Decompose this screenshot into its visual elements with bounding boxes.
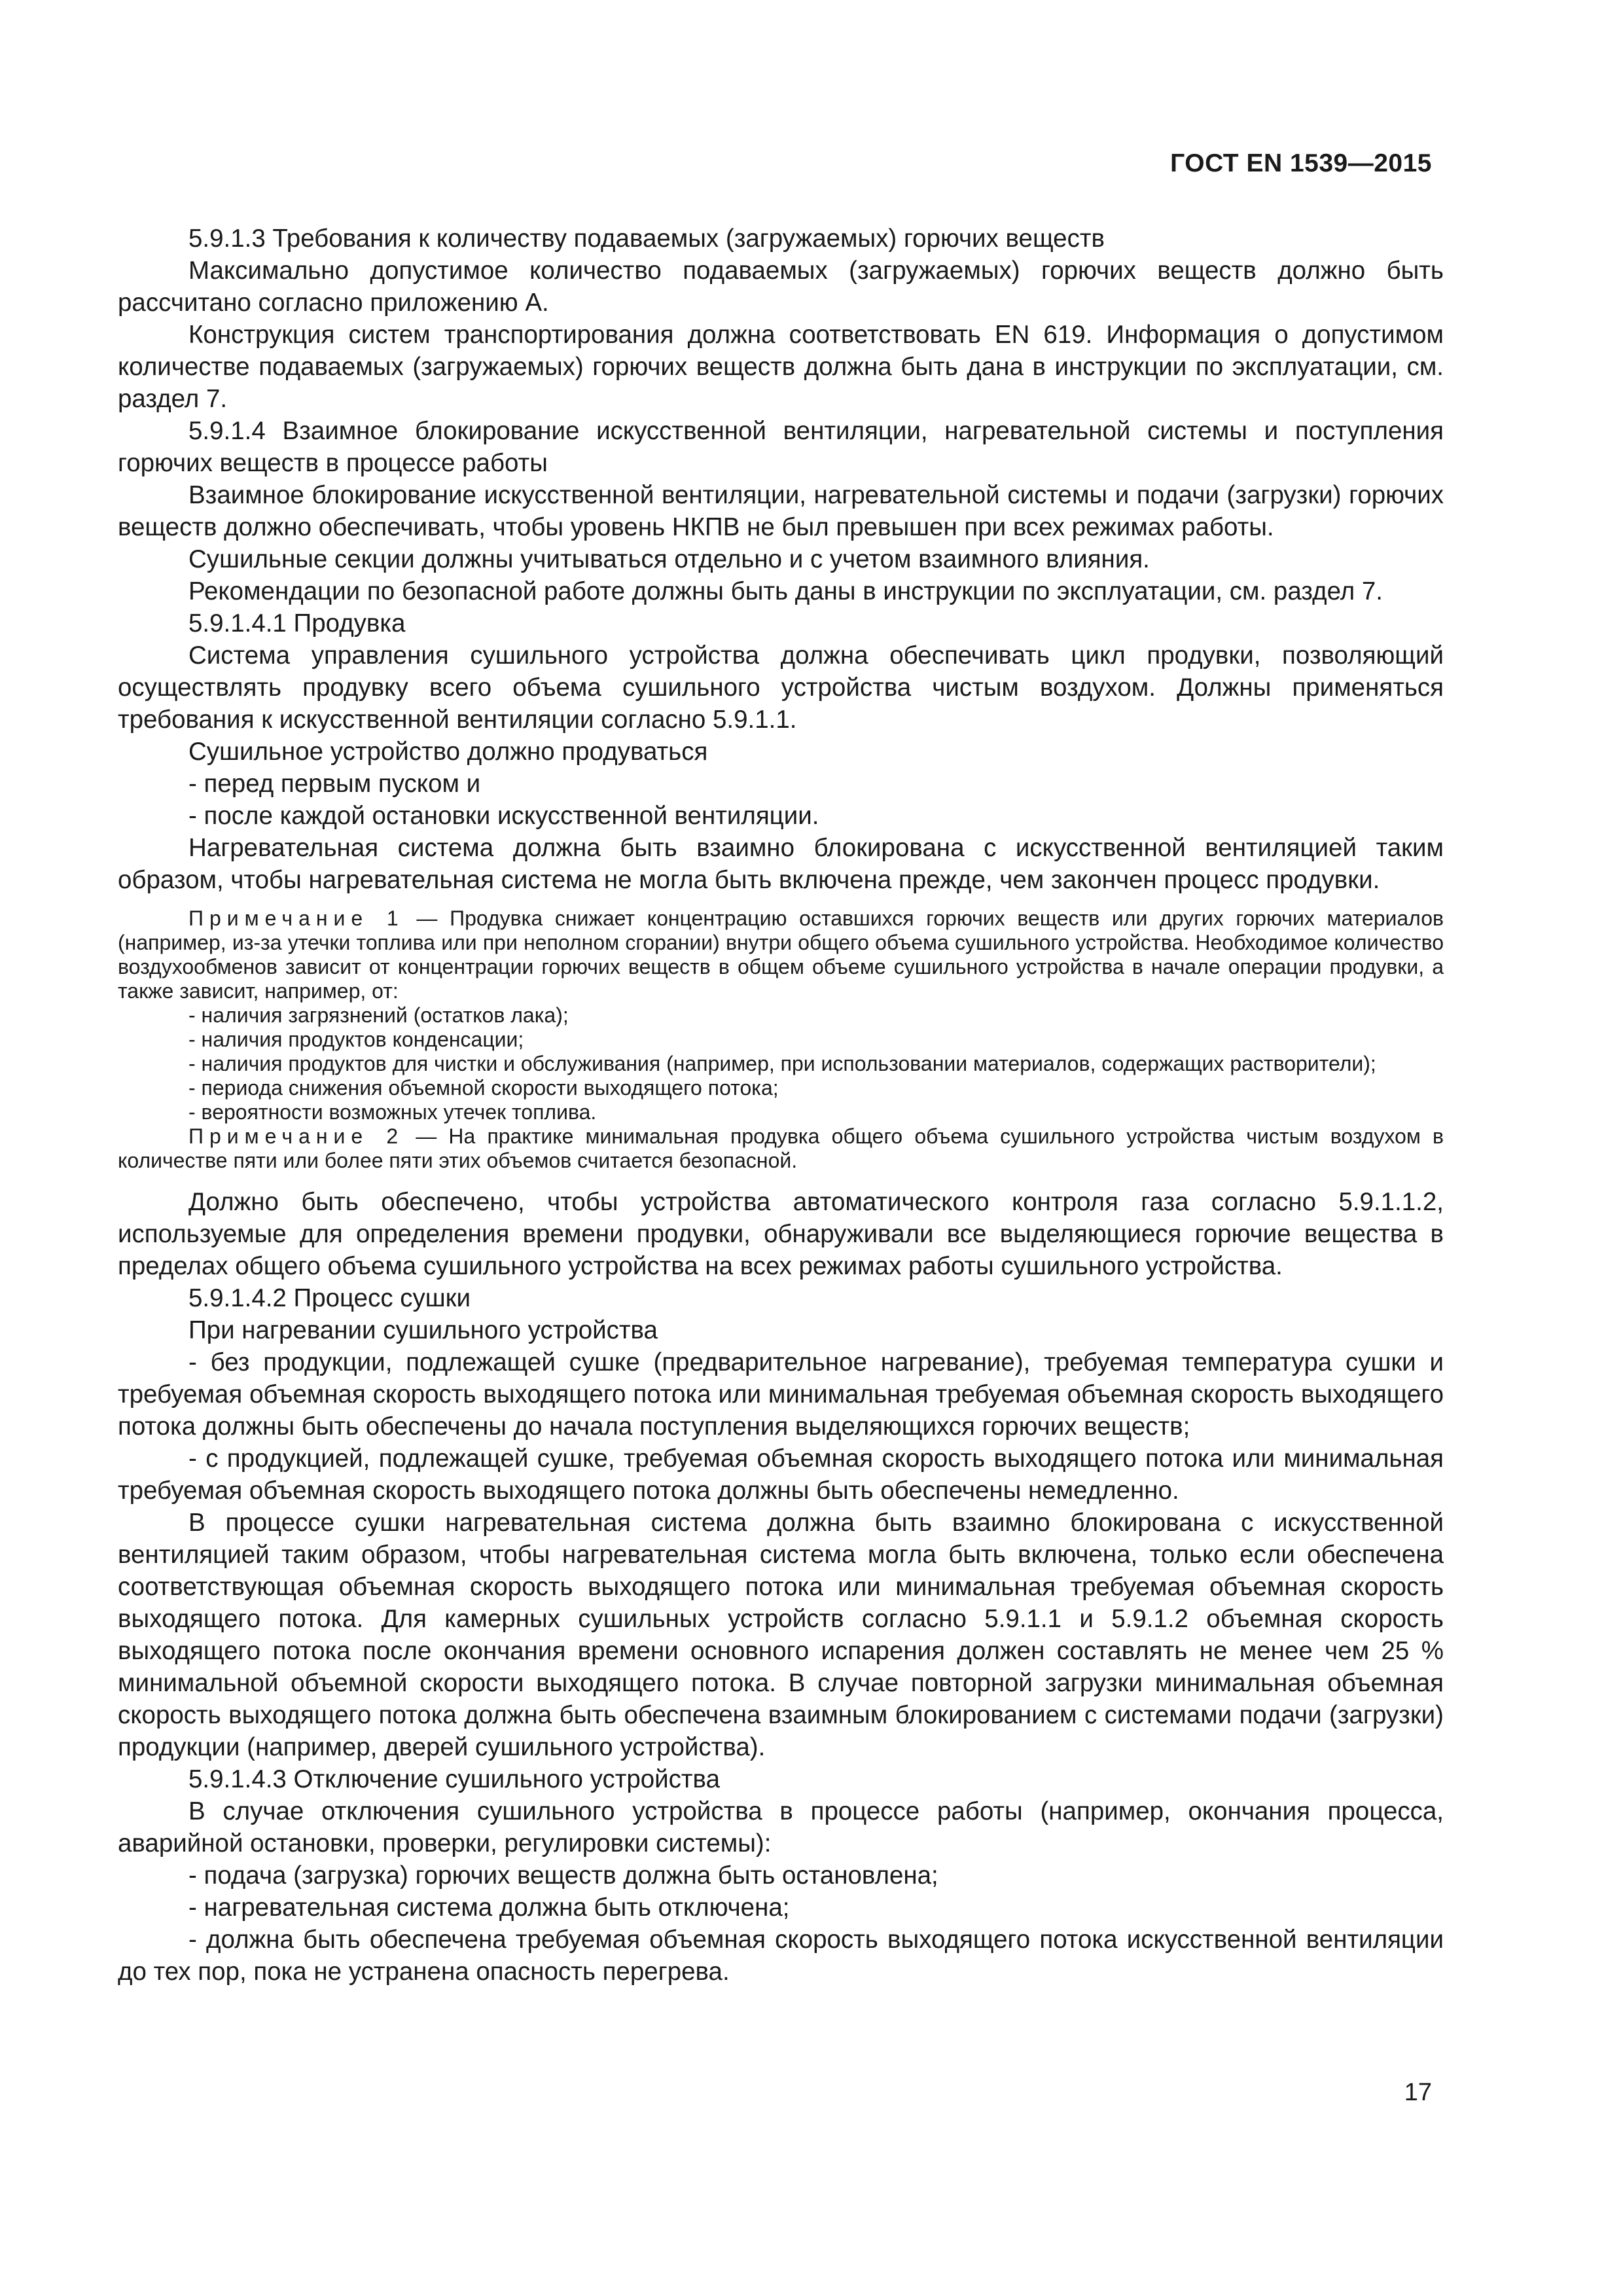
document-header: ГОСТ EN 1539—2015 [1170,149,1432,177]
section-5-9-1-4-title: 5.9.1.4 Взаимное блокирование искусственной вентиляции, нагревательной системы и поступления горючих веществ в процессе работы [118,417,1444,477]
paragraph: В процессе сушки нагревательная система должна быть взаимно блокирована с искусственной вентиляцией таким образом, чтобы нагревательная система могла быть включена, только если обеспечена соответствующая объемная скорость выходящего потока или минимальная требуемая объемная скорость выходящего потока. Для камерных сушильных устройств согласно 5.9.1.1 и 5.9.1.2 объемная скорость выходящего потока после окончания времени основного испарения должен составлять не менее чем 25 % минимальной объемной скорости выходящего потока. В случае повторной загрузки минимальная объемная скорость выходящего потока должна быть обеспечена взаимным блокированием с системами подачи (загрузки) продукции (например, дверей сушильного устройства). [118,1509,1444,1761]
section-5-9-1-4-2-title: 5.9.1.4.2 Процесс сушки [188,1284,471,1312]
document-body [118,223,1444,1988]
note-1 [118,906,1444,1003]
paragraph: Сушильное устройство должно продуваться [188,738,708,766]
note-2 [118,1124,1444,1173]
note-1-label: Примечание 1 [188,906,404,930]
section-5-9-1-3-title: 5.9.1.3 Требования к количеству подаваемых (загружаемых) горючих веществ [188,224,1105,253]
note-1-text: — Продувка снижает концентрацию оставшихся горючих веществ или других горючих материалов (например, из-за утечки топлива или при неполном сгорании) внутри общего объема сушильного устройства. Необходимое количество воздухообменов зависит от концентрации горючих веществ в общем объеме сушильного устройства в начале операции продувки, а также зависит, например, от: [118,906,1444,1003]
page-number: 17 [1404,2079,1432,2106]
paragraph: Конструкция систем транспортирования должна соответствовать EN 619. Информация о допустимом количестве подаваемых (загружаемых) горючих веществ должна быть дана в инструкции по эксплуатации, см. раздел 7. [118,321,1444,413]
list-item: - перед первым пуском и [188,770,481,798]
paragraph: В случае отключения сушильного устройства в процессе работы (например, окончания процесса, аварийной остановки, проверки, регулировки системы): [118,1797,1444,1857]
list-item: - должна быть обеспечена требуемая объемная скорость выходящего потока искусственной вентиляции до тех пор, пока не устранена опасность перегрева. [118,1926,1444,1986]
note-list-item: - вероятности возможных утечек топлива. [188,1100,597,1124]
note-2-text: — На практике минимальная продувка общего объема сушильного устройства чистым воздухом в количестве пяти или более пяти этих объемов считается безопасной. [118,1124,1444,1172]
list-item: - подача (загрузка) горючих веществ должна быть остановлена; [188,1861,938,1890]
section-5-9-1-4-3-title: 5.9.1.4.3 Отключение сушильного устройства [188,1765,720,1793]
notes-block [118,906,1444,1173]
paragraph: Максимально допустимое количество подаваемых (загружаемых) горючих веществ должно быть рассчитано согласно приложению А. [118,257,1444,317]
paragraph: Система управления сушильного устройства должна обеспечивать цикл продувки, позволяющий осуществлять продувку всего объема сушильного устройства чистым воздухом. Должны применяться требования к искусственной вентиляции согласно 5.9.1.1. [118,641,1444,734]
note-2-label: Примечание 2 [188,1124,404,1148]
list-item: - без продукции, подлежащей сушке (предварительное нагревание), требуемая температура сушки и требуемая объемная скорость выходящего потока или минимальная требуемая объемная скорость выходящего потока должны быть обеспечены до начала поступления выделяющихся горючих веществ; [118,1348,1444,1441]
section-5-9-1-4-1-title: 5.9.1.4.1 Продувка [188,609,406,637]
note-list-item: - наличия продуктов конденсации; [188,1028,524,1051]
list-item: - с продукцией, подлежащей сушке, требуемая объемная скорость выходящего потока или минимальная требуемая объемная скорость выходящего потока должны быть обеспечены немедленно. [118,1444,1444,1505]
note-list-item: - наличия продуктов для чистки и обслуживания (например, при использовании материалов, содержащих растворители); [188,1052,1376,1075]
note-list-item: - периода снижения объемной скорости выходящего потока; [188,1076,779,1100]
paragraph: Рекомендации по безопасной работе должны быть даны в инструкции по эксплуатации, см. раздел 7. [188,577,1383,605]
paragraph: Нагревательная система должна быть взаимно блокирована с искусственной вентиляцией таким образом, чтобы нагревательная система не могла быть включена прежде, чем закончен процесс продувки. [118,834,1444,894]
note-list-item: - наличия загрязнений (остатков лака); [188,1003,569,1027]
paragraph: Должно быть обеспечено, чтобы устройства автоматического контроля газа согласно 5.9.1.1.2, используемые для определения времени продувки, обнаруживали все выделяющиеся горючие вещества в пределах общего объема сушильного устройства на всех режимах работы сушильного устройства. [118,1188,1444,1280]
list-item: - нагревательная система должна быть отключена; [188,1893,790,1922]
paragraph: При нагревании сушильного устройства [188,1316,658,1344]
paragraph: Сушильные секции должны учитываться отдельно и с учетом взаимного влияния. [188,545,1150,573]
list-item: - после каждой остановки искусственной вентиляции. [188,802,819,830]
paragraph: Взаимное блокирование искусственной вентиляции, нагревательной системы и подачи (загрузки) горючих веществ должно обеспечивать, чтобы уровень НКПВ не был превышен при всех режимах работы. [118,481,1444,541]
